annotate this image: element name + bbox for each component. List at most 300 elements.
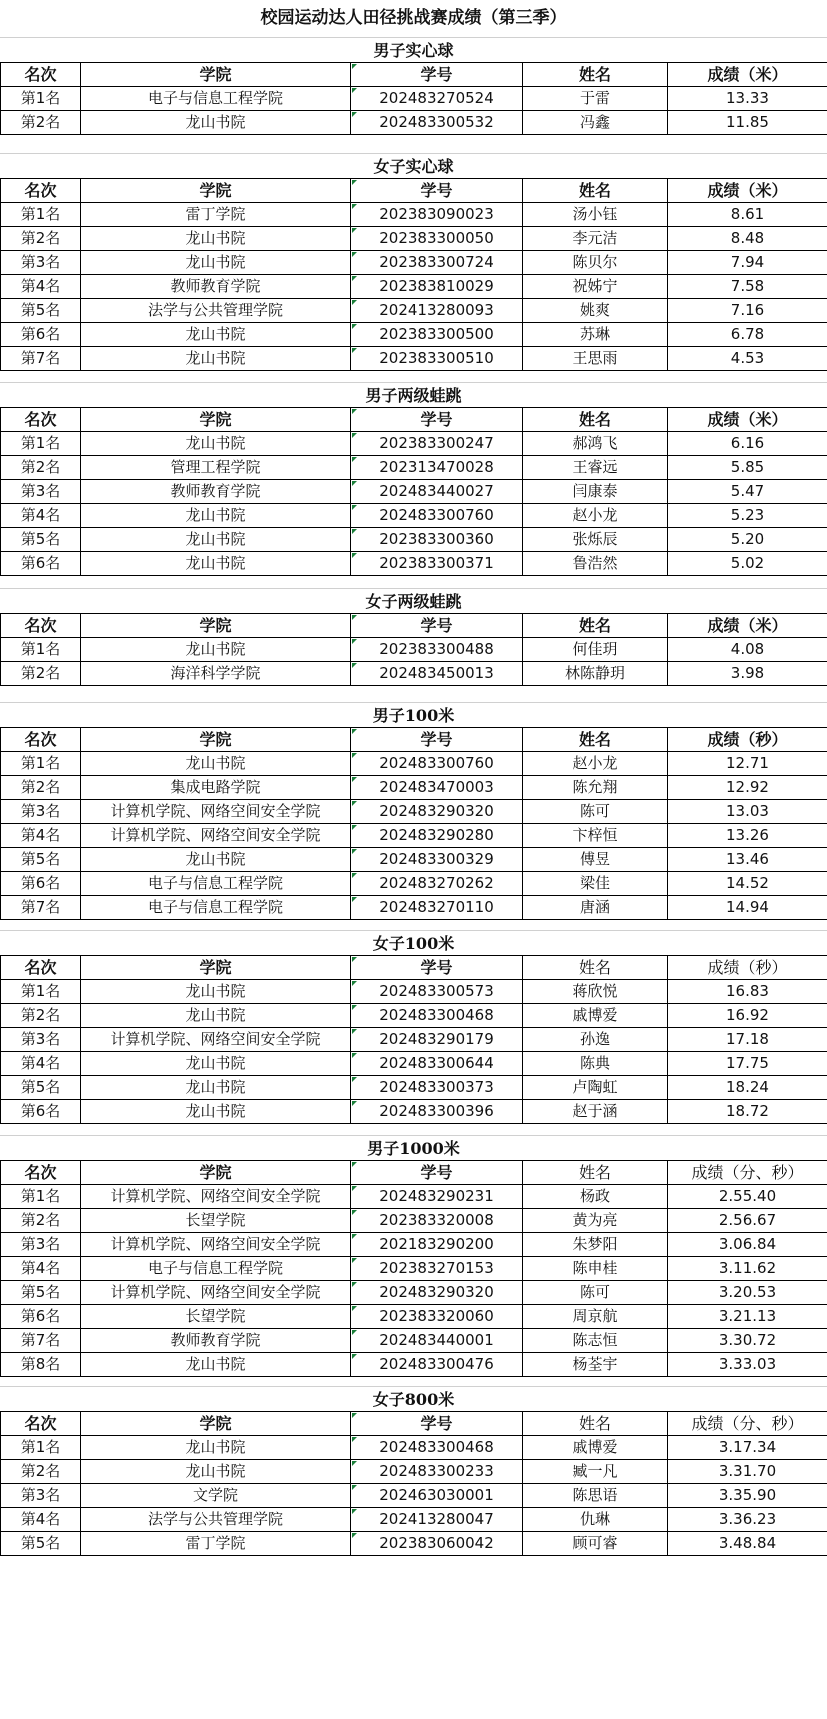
table-row <box>1 299 827 323</box>
rank-cell: 第2名 <box>1 776 81 800</box>
student-id-cell: 202483300760 <box>351 752 523 776</box>
rank-cell: 第5名 <box>1 1281 81 1305</box>
college-cell: 龙山书院 <box>81 432 351 456</box>
header-name: 姓名 <box>523 728 668 752</box>
header-rank: 名次 <box>1 1161 81 1185</box>
college-cell: 计算机学院、网络空间安全学院 <box>81 1281 351 1305</box>
name-cell: 何佳玥 <box>523 638 668 662</box>
section-title: 女子100米 <box>0 930 827 956</box>
college-cell: 龙山书院 <box>81 752 351 776</box>
table-row <box>1 980 827 1004</box>
score-cell: 5.02 <box>668 552 827 576</box>
results-table <box>0 727 827 920</box>
score-cell: 14.94 <box>668 896 827 920</box>
header-score: 成绩（米） <box>668 614 827 638</box>
table-row <box>1 528 827 552</box>
header-name: 姓名 <box>523 956 668 980</box>
table-row <box>1 227 827 251</box>
header-student-id: 学号 <box>351 614 523 638</box>
header-name: 姓名 <box>523 63 668 87</box>
name-cell: 戚博爱 <box>523 1436 668 1460</box>
header-name: 姓名 <box>523 179 668 203</box>
header-student-id: 学号 <box>351 179 523 203</box>
rank-cell: 第5名 <box>1 528 81 552</box>
student-id-cell: 202483300329 <box>351 848 523 872</box>
score-cell: 17.75 <box>668 1052 827 1076</box>
rank-cell: 第5名 <box>1 1076 81 1100</box>
student-id-cell: 202483300532 <box>351 111 523 135</box>
section-title: 女子实心球 <box>0 153 827 179</box>
header-name: 姓名 <box>523 1412 668 1436</box>
section-title: 男子两级蛙跳 <box>0 382 827 408</box>
score-cell: 3.36.23 <box>668 1508 827 1532</box>
student-id-cell: 202483440027 <box>351 480 523 504</box>
score-cell: 7.94 <box>668 251 827 275</box>
rank-cell: 第5名 <box>1 848 81 872</box>
student-id-cell: 202383300247 <box>351 432 523 456</box>
header-college: 学院 <box>81 63 351 87</box>
table-row <box>1 251 827 275</box>
rank-cell: 第2名 <box>1 111 81 135</box>
table-row <box>1 1028 827 1052</box>
name-cell: 陈申桂 <box>523 1257 668 1281</box>
rank-cell: 第6名 <box>1 323 81 347</box>
student-id-cell: 202383300488 <box>351 638 523 662</box>
header-name: 姓名 <box>523 408 668 432</box>
header-score: 成绩（秒） <box>668 956 827 980</box>
student-id-cell: 202383270153 <box>351 1257 523 1281</box>
results-table <box>0 613 827 686</box>
student-id-cell: 202383320008 <box>351 1209 523 1233</box>
name-cell: 陈典 <box>523 1052 668 1076</box>
header-rank: 名次 <box>1 179 81 203</box>
student-id-cell: 202483290320 <box>351 800 523 824</box>
rank-cell: 第3名 <box>1 800 81 824</box>
score-cell: 18.72 <box>668 1100 827 1124</box>
name-cell: 顾可睿 <box>523 1532 668 1556</box>
name-cell: 杨荃宇 <box>523 1353 668 1377</box>
table-row <box>1 662 827 686</box>
name-cell: 闫康泰 <box>523 480 668 504</box>
student-id-cell: 202483300468 <box>351 1436 523 1460</box>
student-id-cell: 202383060042 <box>351 1532 523 1556</box>
score-cell: 3.31.70 <box>668 1460 827 1484</box>
header-score: 成绩（米） <box>668 408 827 432</box>
name-cell: 陈可 <box>523 1281 668 1305</box>
section-title: 女子两级蛙跳 <box>0 588 827 614</box>
college-cell: 电子与信息工程学院 <box>81 1257 351 1281</box>
rank-cell: 第4名 <box>1 824 81 848</box>
score-cell: 3.20.53 <box>668 1281 827 1305</box>
student-id-cell: 202483270524 <box>351 87 523 111</box>
score-cell: 2.56.67 <box>668 1209 827 1233</box>
name-cell: 梁佳 <box>523 872 668 896</box>
table-row <box>1 1436 827 1460</box>
rank-cell: 第1名 <box>1 980 81 1004</box>
name-cell: 戚博爱 <box>523 1004 668 1028</box>
header-name: 姓名 <box>523 1161 668 1185</box>
header-name: 姓名 <box>523 614 668 638</box>
table-row <box>1 1532 827 1556</box>
table-row <box>1 1209 827 1233</box>
student-id-cell: 202383300371 <box>351 552 523 576</box>
name-cell: 陈可 <box>523 800 668 824</box>
name-cell: 蒋欣悦 <box>523 980 668 1004</box>
college-cell: 教师教育学院 <box>81 480 351 504</box>
name-cell: 陈思语 <box>523 1484 668 1508</box>
name-cell: 卢陶虹 <box>523 1076 668 1100</box>
score-cell: 13.46 <box>668 848 827 872</box>
student-id-cell: 202483290280 <box>351 824 523 848</box>
name-cell: 赵小龙 <box>523 504 668 528</box>
student-id-cell: 202483470003 <box>351 776 523 800</box>
table-row <box>1 87 827 111</box>
college-cell: 计算机学院、网络空间安全学院 <box>81 1028 351 1052</box>
college-cell: 文学院 <box>81 1484 351 1508</box>
results-table <box>0 407 827 576</box>
student-id-cell: 202383300724 <box>351 251 523 275</box>
header-college: 学院 <box>81 179 351 203</box>
section-title: 男子100米 <box>0 702 827 728</box>
results-table <box>0 955 827 1124</box>
header-college: 学院 <box>81 728 351 752</box>
student-id-cell: 202483290320 <box>351 1281 523 1305</box>
college-cell: 电子与信息工程学院 <box>81 87 351 111</box>
college-cell: 教师教育学院 <box>81 1329 351 1353</box>
student-id-cell: 202383300500 <box>351 323 523 347</box>
name-cell: 冯鑫 <box>523 111 668 135</box>
rank-cell: 第3名 <box>1 1233 81 1257</box>
rank-cell: 第4名 <box>1 504 81 528</box>
table-row <box>1 203 827 227</box>
student-id-cell: 202483450013 <box>351 662 523 686</box>
header-student-id: 学号 <box>351 1161 523 1185</box>
header-score: 成绩（秒） <box>668 728 827 752</box>
table-header-row <box>1 728 827 752</box>
score-cell: 5.23 <box>668 504 827 528</box>
student-id-cell: 202483270110 <box>351 896 523 920</box>
name-cell: 陈志恒 <box>523 1329 668 1353</box>
header-score: 成绩（分、秒） <box>668 1412 827 1436</box>
student-id-cell: 202483300396 <box>351 1100 523 1124</box>
score-cell: 3.17.34 <box>668 1436 827 1460</box>
score-cell: 5.20 <box>668 528 827 552</box>
score-cell: 3.11.62 <box>668 1257 827 1281</box>
rank-cell: 第4名 <box>1 1257 81 1281</box>
score-cell: 5.85 <box>668 456 827 480</box>
score-cell: 5.47 <box>668 480 827 504</box>
name-cell: 陈贝尔 <box>523 251 668 275</box>
table-row <box>1 432 827 456</box>
table-row <box>1 1185 827 1209</box>
table-row <box>1 848 827 872</box>
college-cell: 电子与信息工程学院 <box>81 896 351 920</box>
name-cell: 郝鸿飞 <box>523 432 668 456</box>
header-rank: 名次 <box>1 956 81 980</box>
table-row <box>1 1305 827 1329</box>
score-cell: 4.53 <box>668 347 827 371</box>
college-cell: 计算机学院、网络空间安全学院 <box>81 1233 351 1257</box>
rank-cell: 第6名 <box>1 1305 81 1329</box>
name-cell: 朱梦阳 <box>523 1233 668 1257</box>
rank-cell: 第6名 <box>1 872 81 896</box>
score-cell: 3.48.84 <box>668 1532 827 1556</box>
college-cell: 龙山书院 <box>81 347 351 371</box>
student-id-cell: 202483300760 <box>351 504 523 528</box>
name-cell: 臧一凡 <box>523 1460 668 1484</box>
table-row <box>1 872 827 896</box>
college-cell: 龙山书院 <box>81 1052 351 1076</box>
table-header-row <box>1 179 827 203</box>
rank-cell: 第3名 <box>1 251 81 275</box>
student-id-cell: 202483270262 <box>351 872 523 896</box>
table-header-row <box>1 614 827 638</box>
college-cell: 法学与公共管理学院 <box>81 1508 351 1532</box>
name-cell: 祝姊宁 <box>523 275 668 299</box>
student-id-cell: 202483290179 <box>351 1028 523 1052</box>
rank-cell: 第2名 <box>1 1209 81 1233</box>
score-cell: 3.35.90 <box>668 1484 827 1508</box>
name-cell: 赵于涵 <box>523 1100 668 1124</box>
name-cell: 仇琳 <box>523 1508 668 1532</box>
score-cell: 3.30.72 <box>668 1329 827 1353</box>
rank-cell: 第7名 <box>1 347 81 371</box>
rank-cell: 第4名 <box>1 275 81 299</box>
score-cell: 13.03 <box>668 800 827 824</box>
college-cell: 雷丁学院 <box>81 1532 351 1556</box>
college-cell: 龙山书院 <box>81 528 351 552</box>
table-row <box>1 752 827 776</box>
score-cell: 17.18 <box>668 1028 827 1052</box>
name-cell: 傅昱 <box>523 848 668 872</box>
college-cell: 集成电路学院 <box>81 776 351 800</box>
college-cell: 龙山书院 <box>81 1100 351 1124</box>
table-row <box>1 1004 827 1028</box>
student-id-cell: 202483300233 <box>351 1460 523 1484</box>
name-cell: 鲁浩然 <box>523 552 668 576</box>
name-cell: 李元洁 <box>523 227 668 251</box>
score-cell: 6.78 <box>668 323 827 347</box>
score-cell: 3.21.13 <box>668 1305 827 1329</box>
name-cell: 赵小龙 <box>523 752 668 776</box>
rank-cell: 第6名 <box>1 552 81 576</box>
score-cell: 18.24 <box>668 1076 827 1100</box>
college-cell: 龙山书院 <box>81 980 351 1004</box>
table-row <box>1 275 827 299</box>
section-title: 女子800米 <box>0 1386 827 1412</box>
student-id-cell: 202463030001 <box>351 1484 523 1508</box>
table-row <box>1 638 827 662</box>
section-title: 男子实心球 <box>0 37 827 63</box>
rank-cell: 第6名 <box>1 1100 81 1124</box>
student-id-cell: 202183290200 <box>351 1233 523 1257</box>
student-id-cell: 202383320060 <box>351 1305 523 1329</box>
student-id-cell: 202483300644 <box>351 1052 523 1076</box>
name-cell: 卞梓恒 <box>523 824 668 848</box>
student-id-cell: 202383300510 <box>351 347 523 371</box>
score-cell: 11.85 <box>668 111 827 135</box>
table-row <box>1 1460 827 1484</box>
college-cell: 计算机学院、网络空间安全学院 <box>81 824 351 848</box>
score-cell: 8.48 <box>668 227 827 251</box>
table-row <box>1 1100 827 1124</box>
score-cell: 4.08 <box>668 638 827 662</box>
table-row <box>1 1076 827 1100</box>
name-cell: 姚爽 <box>523 299 668 323</box>
table-header-row <box>1 1412 827 1436</box>
header-college: 学院 <box>81 956 351 980</box>
header-rank: 名次 <box>1 63 81 87</box>
section-title: 男子1000米 <box>0 1135 827 1161</box>
table-row <box>1 1233 827 1257</box>
rank-cell: 第8名 <box>1 1353 81 1377</box>
score-cell: 3.98 <box>668 662 827 686</box>
score-cell: 8.61 <box>668 203 827 227</box>
student-id-cell: 202413280047 <box>351 1508 523 1532</box>
rank-cell: 第4名 <box>1 1052 81 1076</box>
table-header-row <box>1 408 827 432</box>
header-student-id: 学号 <box>351 956 523 980</box>
table-row <box>1 456 827 480</box>
results-table <box>0 1160 827 1377</box>
name-cell: 汤小钰 <box>523 203 668 227</box>
header-score: 成绩（米） <box>668 179 827 203</box>
score-cell: 3.33.03 <box>668 1353 827 1377</box>
table-row <box>1 896 827 920</box>
table-row <box>1 480 827 504</box>
header-college: 学院 <box>81 614 351 638</box>
college-cell: 龙山书院 <box>81 1076 351 1100</box>
table-row <box>1 1508 827 1532</box>
rank-cell: 第7名 <box>1 1329 81 1353</box>
header-rank: 名次 <box>1 728 81 752</box>
score-cell: 12.92 <box>668 776 827 800</box>
rank-cell: 第3名 <box>1 480 81 504</box>
college-cell: 管理工程学院 <box>81 456 351 480</box>
college-cell: 计算机学院、网络空间安全学院 <box>81 1185 351 1209</box>
page-title: 校园运动达人田径挑战赛成绩（第三季） <box>260 8 567 28</box>
header-rank: 名次 <box>1 1412 81 1436</box>
college-cell: 龙山书院 <box>81 1436 351 1460</box>
table-row <box>1 824 827 848</box>
college-cell: 长望学院 <box>81 1305 351 1329</box>
rank-cell: 第5名 <box>1 1532 81 1556</box>
name-cell: 王睿远 <box>523 456 668 480</box>
table-row <box>1 347 827 371</box>
table-row <box>1 504 827 528</box>
results-table <box>0 1411 827 1556</box>
rank-cell: 第1名 <box>1 638 81 662</box>
rank-cell: 第2名 <box>1 227 81 251</box>
college-cell: 雷丁学院 <box>81 203 351 227</box>
table-header-row <box>1 956 827 980</box>
results-table <box>0 62 827 135</box>
score-cell: 7.16 <box>668 299 827 323</box>
name-cell: 于雷 <box>523 87 668 111</box>
table-header-row <box>1 63 827 87</box>
college-cell: 龙山书院 <box>81 323 351 347</box>
name-cell: 周京航 <box>523 1305 668 1329</box>
rank-cell: 第3名 <box>1 1028 81 1052</box>
score-cell: 2.55.40 <box>668 1185 827 1209</box>
score-cell: 12.71 <box>668 752 827 776</box>
table-row <box>1 1484 827 1508</box>
header-student-id: 学号 <box>351 408 523 432</box>
rank-cell: 第2名 <box>1 1004 81 1028</box>
college-cell: 法学与公共管理学院 <box>81 299 351 323</box>
student-id-cell: 202483300373 <box>351 1076 523 1100</box>
table-row <box>1 1329 827 1353</box>
table-header-row <box>1 1161 827 1185</box>
college-cell: 龙山书院 <box>81 504 351 528</box>
score-cell: 13.33 <box>668 87 827 111</box>
header-rank: 名次 <box>1 408 81 432</box>
name-cell: 陈允翔 <box>523 776 668 800</box>
rank-cell: 第1名 <box>1 1185 81 1209</box>
table-row <box>1 323 827 347</box>
rank-cell: 第1名 <box>1 432 81 456</box>
name-cell: 张烁辰 <box>523 528 668 552</box>
rank-cell: 第2名 <box>1 456 81 480</box>
rank-cell: 第1名 <box>1 203 81 227</box>
table-row <box>1 1257 827 1281</box>
college-cell: 龙山书院 <box>81 638 351 662</box>
student-id-cell: 202483290231 <box>351 1185 523 1209</box>
table-row <box>1 1281 827 1305</box>
table-row <box>1 776 827 800</box>
student-id-cell: 202413280093 <box>351 299 523 323</box>
table-row <box>1 1052 827 1076</box>
college-cell: 电子与信息工程学院 <box>81 872 351 896</box>
header-score: 成绩（米） <box>668 63 827 87</box>
student-id-cell: 202383300050 <box>351 227 523 251</box>
college-cell: 教师教育学院 <box>81 275 351 299</box>
rank-cell: 第2名 <box>1 662 81 686</box>
rank-cell: 第5名 <box>1 299 81 323</box>
student-id-cell: 202483300476 <box>351 1353 523 1377</box>
college-cell: 龙山书院 <box>81 848 351 872</box>
score-cell: 13.26 <box>668 824 827 848</box>
header-student-id: 学号 <box>351 63 523 87</box>
rank-cell: 第1名 <box>1 752 81 776</box>
name-cell: 黄为亮 <box>523 1209 668 1233</box>
table-row <box>1 111 827 135</box>
college-cell: 龙山书院 <box>81 227 351 251</box>
rank-cell: 第3名 <box>1 1484 81 1508</box>
student-id-cell: 202483300468 <box>351 1004 523 1028</box>
header-college: 学院 <box>81 1161 351 1185</box>
results-table <box>0 178 827 371</box>
college-cell: 龙山书院 <box>81 1460 351 1484</box>
student-id-cell: 202313470028 <box>351 456 523 480</box>
college-cell: 龙山书院 <box>81 1004 351 1028</box>
score-cell: 16.83 <box>668 980 827 1004</box>
table-row <box>1 1353 827 1377</box>
header-college: 学院 <box>81 408 351 432</box>
student-id-cell: 202483300573 <box>351 980 523 1004</box>
rank-cell: 第1名 <box>1 87 81 111</box>
name-cell: 杨政 <box>523 1185 668 1209</box>
name-cell: 林陈静玥 <box>523 662 668 686</box>
score-cell: 6.16 <box>668 432 827 456</box>
name-cell: 王思雨 <box>523 347 668 371</box>
name-cell: 孙逸 <box>523 1028 668 1052</box>
student-id-cell: 202383810029 <box>351 275 523 299</box>
student-id-cell: 202483440001 <box>351 1329 523 1353</box>
rank-cell: 第4名 <box>1 1508 81 1532</box>
header-student-id: 学号 <box>351 1412 523 1436</box>
table-row <box>1 552 827 576</box>
